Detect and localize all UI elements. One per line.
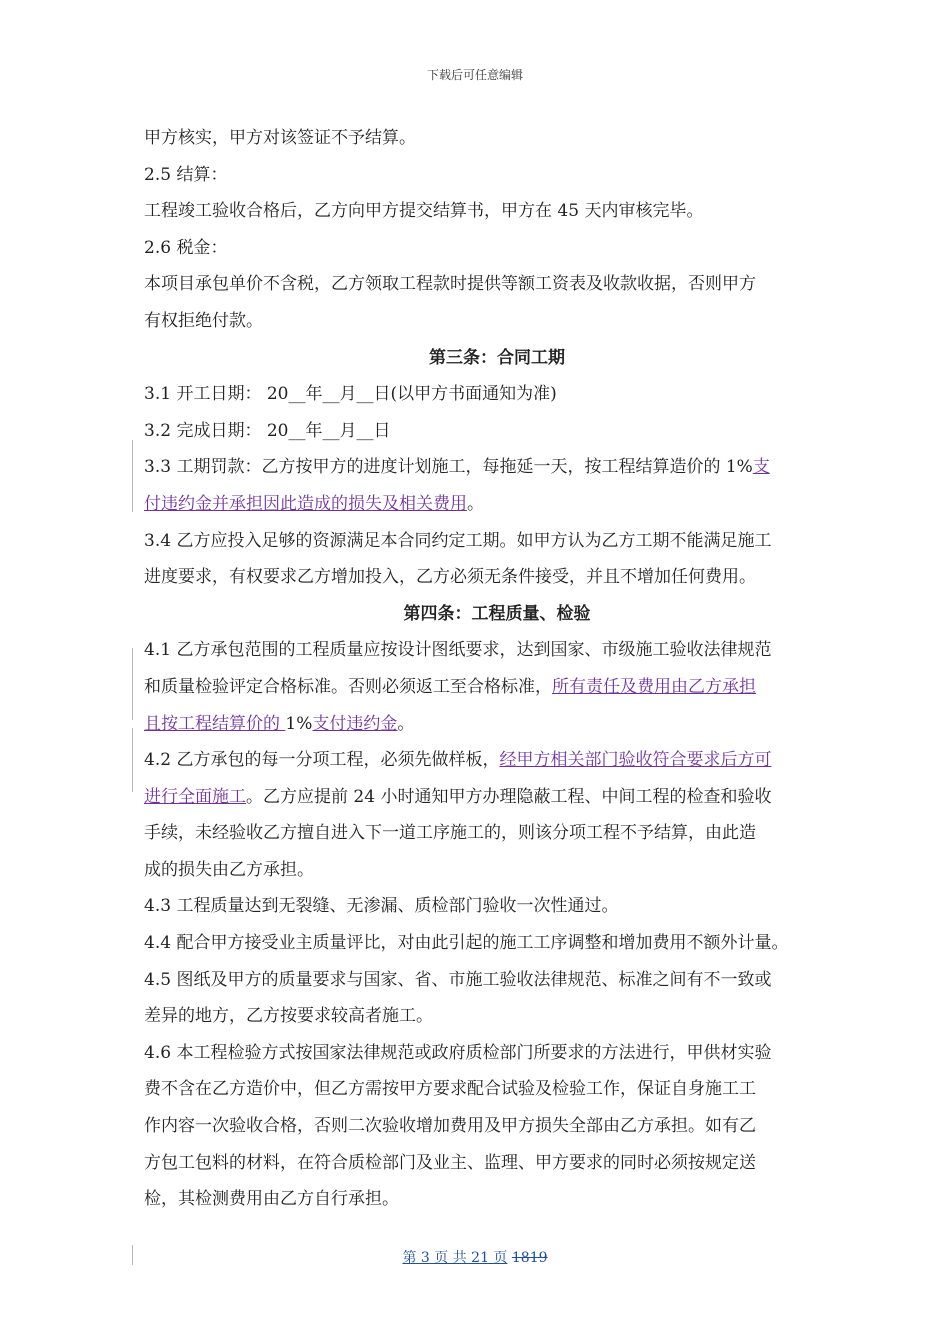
text-line <box>144 632 850 669</box>
text-line <box>144 852 850 889</box>
text-segment: 有权拒绝付款。 <box>144 310 263 331</box>
text-segment: 费不含在乙方造价中，但乙方需按甲方要求配合试验及检验工作，保证自身施工工 <box>144 1079 756 1100</box>
text-line <box>144 815 850 852</box>
text-line <box>144 157 850 194</box>
document-body <box>144 120 850 1218</box>
text-segment: 甲方核实，甲方对该签证不予结算。 <box>144 128 416 148</box>
text-segment: 第四条：工程质量、检验 <box>403 603 591 624</box>
deleted-page-count: 1819 <box>511 1250 548 1266</box>
text-line <box>144 706 850 743</box>
text-segment: 2.5 结算： <box>144 164 228 185</box>
text-segment: 工程竣工验收合格后，乙方向甲方提交结算书，甲方在 45 天内审核完毕。 <box>144 201 704 222</box>
tracked-change-text: 且按工程结算价的 <box>144 713 286 734</box>
text-line <box>144 120 850 157</box>
text-line <box>144 449 850 486</box>
text-segment: 检，其检测费用由乙方自行承担。 <box>144 1189 399 1210</box>
page-counter: 第 3 页 共 21 页 <box>402 1250 508 1266</box>
text-line <box>144 413 850 450</box>
text-segment: 4.1 乙方承包范围的工程质量应按设计图纸要求，达到国家、市级施工验收法律规范 <box>144 640 772 661</box>
text-segment: 和质量检验评定合格标准。否则必须返工至合格标准， <box>144 676 552 697</box>
text-segment: 。 <box>467 493 484 514</box>
text-segment: 4.2 乙方承包的每一分项工程，必须先做样板， <box>144 750 500 771</box>
text-line <box>144 193 850 230</box>
change-bar <box>132 440 133 512</box>
tracked-change-text: 经甲方相关部门验收符合要求后方可 <box>499 750 772 771</box>
text-line <box>144 888 850 925</box>
change-bar <box>132 728 133 792</box>
tracked-change-text: 进行全面施工 <box>144 786 246 807</box>
section-heading <box>144 596 850 633</box>
text-line <box>144 998 850 1035</box>
text-segment: 成的损失由乙方承担。 <box>144 859 314 880</box>
section-heading <box>144 340 850 377</box>
text-segment: 进度要求，有权要求乙方增加投入，乙方必须无条件接受，并且不增加任何费用。 <box>144 567 756 588</box>
text-segment: 。 <box>397 713 415 734</box>
text-segment: 方包工包料的材料，在符合质检部门及业主、监理、甲方要求的同时必须按规定送 <box>144 1152 756 1173</box>
text-line <box>144 1108 850 1145</box>
text-segment: 4.5 图纸及甲方的质量要求与国家、省、市施工验收法律规范、标准之间有不一致或 <box>144 969 772 990</box>
text-segment: 。乙方应提前 24 小时通知甲方办理隐蔽工程、中间工程的检查和验收 <box>246 786 772 807</box>
text-segment: 第三条：合同工期 <box>429 347 565 368</box>
text-line <box>144 779 850 816</box>
text-segment: 3.4 乙方应投入足够的资源满足本合同约定工期。如甲方认为乙方工期不能满足施工 <box>144 530 772 551</box>
text-line <box>144 523 850 560</box>
text-line <box>144 303 850 340</box>
text-line <box>144 1035 850 1072</box>
tracked-change-text: 支付违约金 <box>312 713 398 734</box>
text-line <box>144 669 850 706</box>
text-segment: 2.6 税金： <box>144 237 228 258</box>
text-line <box>144 742 850 779</box>
text-line <box>144 1181 850 1218</box>
text-line <box>144 1071 850 1108</box>
page-footer <box>0 1247 950 1267</box>
text-segment: 3.1 开工日期： 20__年__月__日(以甲方书面通知为准) <box>144 384 557 405</box>
text-segment: 差异的地方，乙方按要求较高者施工。 <box>144 1006 433 1027</box>
text-segment: 4.3 工程质量达到无裂缝、无渗漏、质检部门验收一次性通过。 <box>144 896 619 917</box>
page-header-note: 下载后可任意编辑 <box>426 68 523 82</box>
text-segment: 3.3 工期罚款：乙方按甲方的进度计划施工，每拖延一天，按工程结算造价的 1% <box>144 457 753 478</box>
change-bar <box>132 648 133 720</box>
text-segment: 3.2 完成日期： 20__年__月__日 <box>144 420 391 441</box>
text-line <box>144 266 850 303</box>
text-segment: 4.4 配合甲方接受业主质量评比，对由此引起的施工工序调整和增加费用不额外计量。 <box>144 933 789 954</box>
text-segment: 本项目承包单价不含税，乙方领取工程款时提供等额工资表及收款收据，否则甲方 <box>144 274 756 295</box>
tracked-change-text: 付违约金并承担因此造成的损失及相关费用 <box>144 493 467 514</box>
tracked-change-text: 所有责任及费用由乙方承担 <box>552 676 756 697</box>
text-segment: 1% <box>285 713 313 734</box>
text-line <box>144 230 850 267</box>
text-line <box>144 925 850 962</box>
text-line <box>144 559 850 596</box>
text-line <box>144 486 850 523</box>
tracked-change-text: 支 <box>752 457 770 478</box>
text-segment: 作内容一次验收合格，否则二次验收增加费用及甲方损失全部由乙方承担。如有乙 <box>144 1116 756 1137</box>
text-segment: 4.6 本工程检验方式按国家法律规范或政府质检部门所要求的方法进行，甲供材实验 <box>144 1042 772 1063</box>
text-line <box>144 962 850 999</box>
text-segment: 手续，未经验收乙方擅自进入下一道工序施工的，则该分项工程不予结算，由此造 <box>144 823 756 844</box>
text-line <box>144 1145 850 1182</box>
text-line <box>144 376 850 413</box>
